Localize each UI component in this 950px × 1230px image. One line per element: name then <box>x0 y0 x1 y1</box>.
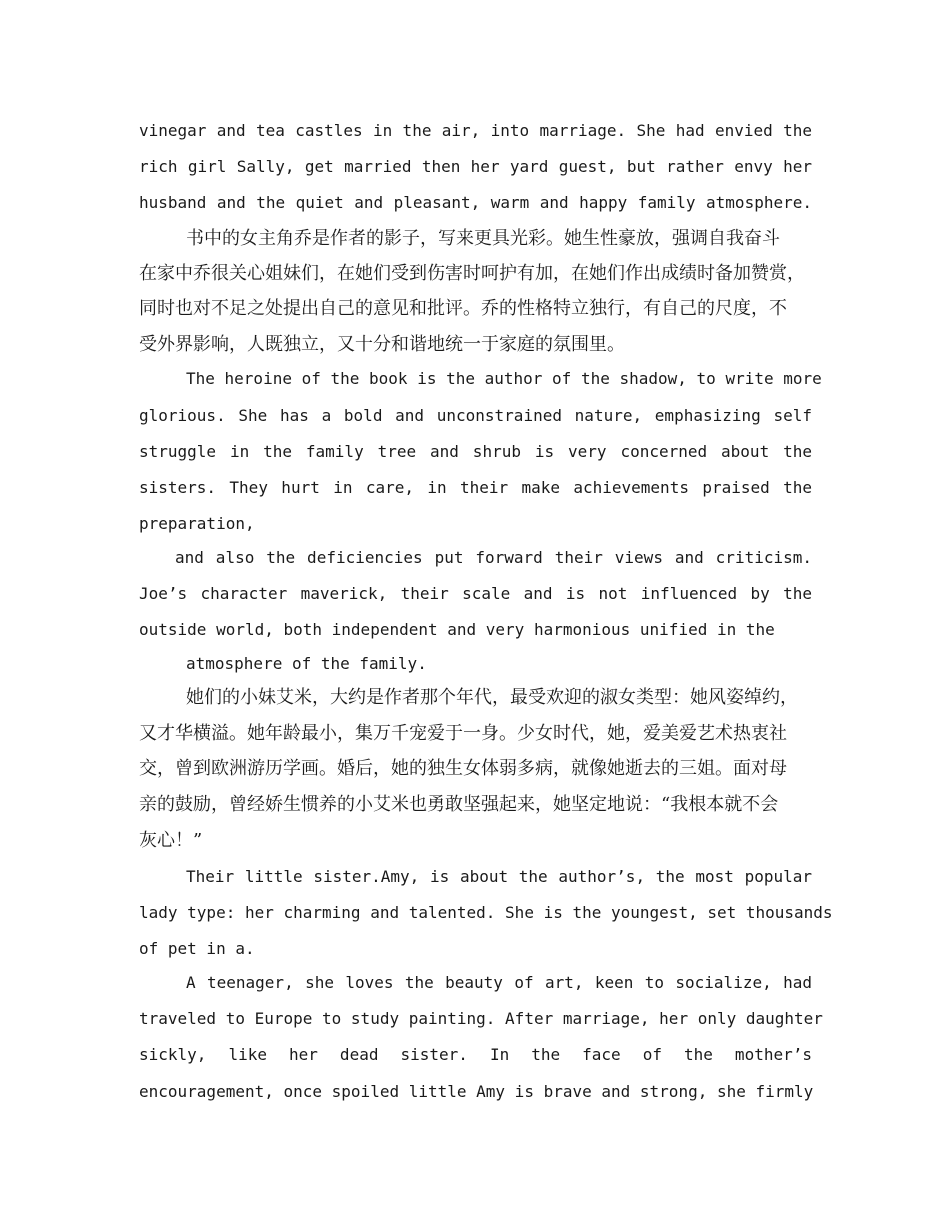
text-line: rich girl Sally, get married then her yard guest, but rather envy her <box>139 157 812 176</box>
text-line: 又才华横溢。她年龄最小，集万千宠爱于一身。少女时代，她，爱美爱艺术热衷社 <box>139 723 787 744</box>
text-line: 书中的女主角乔是作者的影子，写来更具光彩。她生性豪放，强调自我奋斗 <box>186 228 780 249</box>
text-line: 她们的小妹艾米，大约是作者那个年代，最受欢迎的淑女类型：她风姿绰约， <box>186 687 798 708</box>
text-line: of pet in a. <box>139 939 255 958</box>
text-line: lady type: her charming and talented. She is the youngest, set thousands <box>139 903 833 922</box>
text-line: glorious. She has a bold and unconstrained nature, emphasizing self <box>139 406 812 425</box>
text-line: 交，曾到欧洲游历学画。婚后，她的独生女体弱多病，就像她逝去的三姐。面对母 <box>139 758 787 779</box>
text-line: vinegar and tea castles in the air, into marriage. She had envied the <box>139 121 812 140</box>
text-line: encouragement, once spoiled little Amy is brave and strong, she firmly <box>139 1082 814 1101</box>
text-line: atmosphere of the family. <box>186 654 427 673</box>
text-line: 同时也对不足之处提出自己的意见和批评。乔的性格特立独行，有自己的尺度，不 <box>139 298 787 319</box>
text-line: struggle in the family tree and shrub is very concerned about the <box>139 442 812 461</box>
text-line: A teenager, she loves the beauty of art, keen to socialize, had <box>186 973 812 992</box>
text-line: The heroine of the book is the author of the shadow, to write more <box>186 369 822 388</box>
text-line: preparation, <box>139 514 255 533</box>
text-line: 在家中乔很关心姐妹们，在她们受到伤害时呵护有加，在她们作出成绩时备加赞赏， <box>139 263 805 284</box>
text-line: husband and the quiet and pleasant, warm and happy family atmosphere. <box>139 193 812 212</box>
text-line: Joe’s character maverick, their scale and is not influenced by the <box>139 584 812 603</box>
text-line: Their little sister.Amy, is about the author’s, the most popular <box>186 867 812 886</box>
text-line: sickly, like her dead sister. In the face of the mother’s <box>139 1045 812 1064</box>
text-line: 灰心！” <box>139 830 203 851</box>
text-line: traveled to Europe to study painting. After marriage, her only daughter <box>139 1009 823 1028</box>
text-line: outside world, both independent and very harmonious unified in the <box>139 620 775 639</box>
text-line: 受外界影响，人既独立，又十分和谐地统一于家庭的氛围里。 <box>139 334 625 355</box>
text-line: 亲的鼓励，曾经娇生惯养的小艾米也勇敢坚强起来，她坚定地说：“我根本就不会 <box>139 794 779 815</box>
text-line: sisters. They hurt in care, in their make achievements praised the <box>139 478 812 497</box>
text-line: and also the deficiencies put forward their views and criticism. <box>175 548 812 567</box>
